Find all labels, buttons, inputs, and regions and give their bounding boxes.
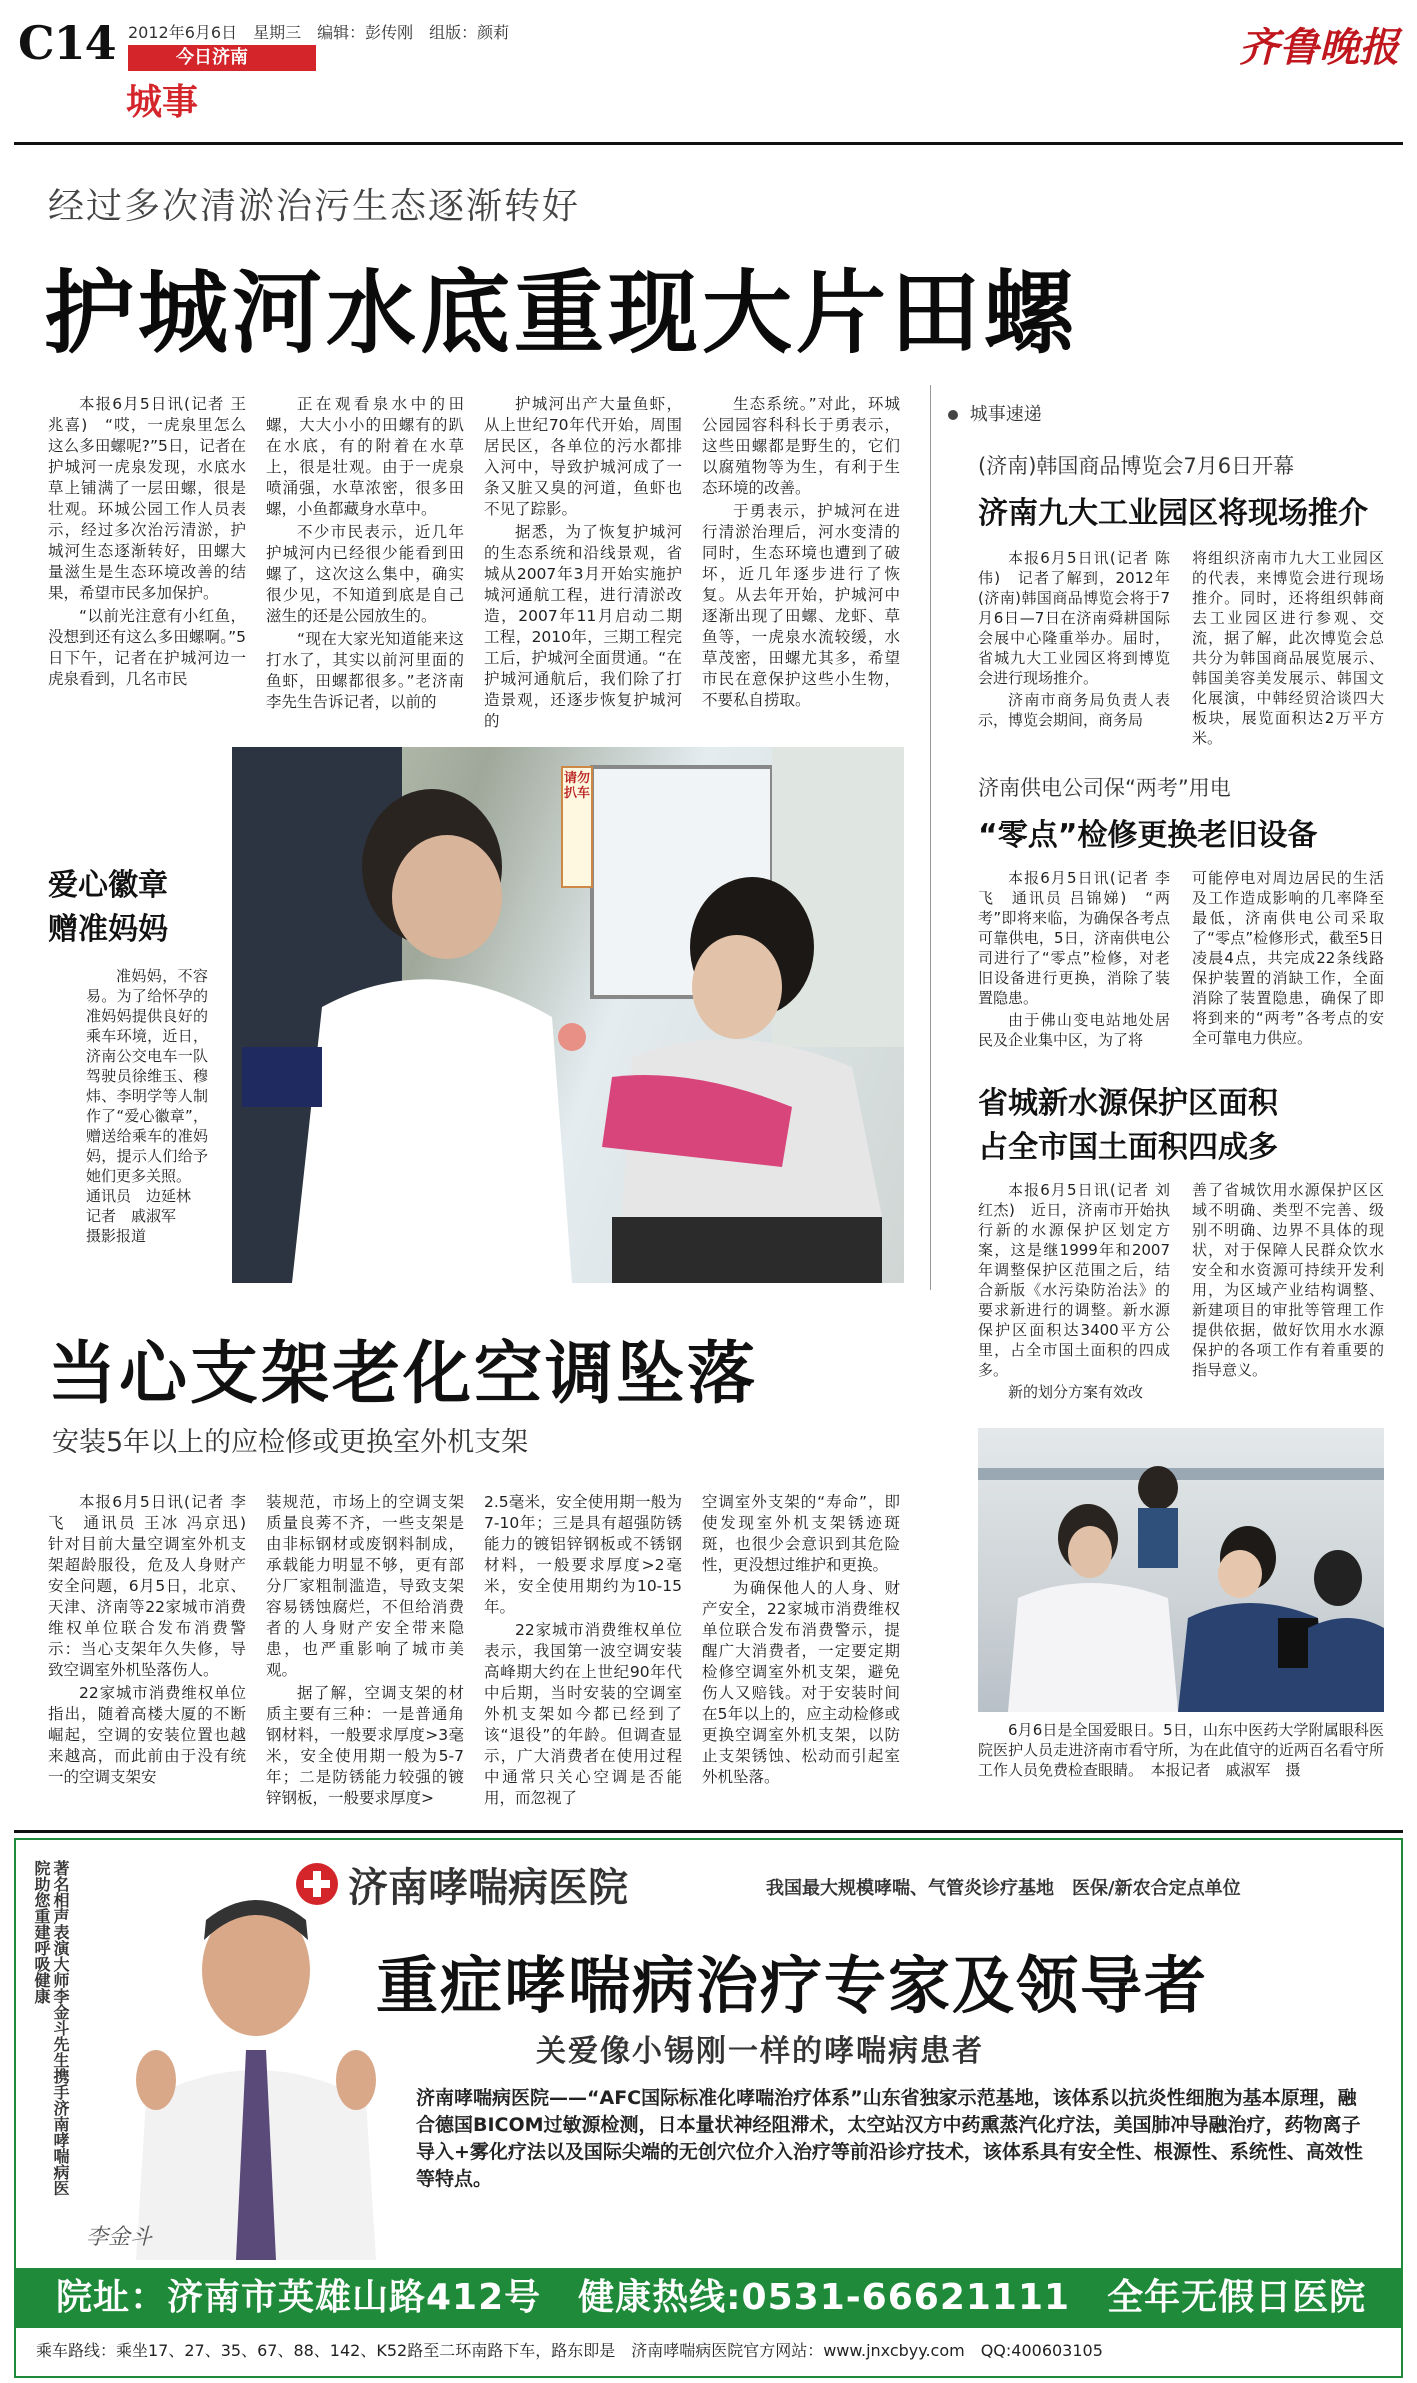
rail-item1-col-b xyxy=(1192,548,1384,748)
ad-signature: 李金斗 xyxy=(86,2225,153,2250)
caption-headline-1: 爱心徽章 xyxy=(48,868,168,903)
ad-subslogan: 关爱像小锡刚一样的哮喘病患者 xyxy=(536,2034,984,2069)
ac-headline: 当心支架老化空调坠落 xyxy=(48,1335,759,1414)
rail-label-row xyxy=(948,400,1042,426)
paragraph: 装规范，市场上的空调支架质量良莠不齐，一些支架是由非标钢材或废钢料制成，承载能力明显不够，更有部分厂家粗制滥造，导致支架容易锈蚀腐烂，不但给消费者的人身财产安全带来隐患，也严重影响了城市美观。 xyxy=(266,1493,464,1679)
paragraph: 可能停电对周边居民的生活及工作造成影响的几率降至最低，济南供电公司采取了“零点”检修形式，截至5日凌晨4点，共完成22条线路保护装置的消缺工作，全面消除了装置隐患，确保了即将到来的“两考”各考点的安全可靠电力供应。 xyxy=(1192,869,1384,1047)
paragraph: 善了省城饮用水源保护区区域不明确、类型不完善、级别不明确、边界不具体的现状，对于保障人民群众饮水安全和水资源可持续开发利用，为区域产业结构调整、新建项目的审批等管理工作提供依据，做好饮用水水源保护的各项工作有着重要的指导意义。 xyxy=(1192,1181,1384,1379)
paragraph: 准妈妈，不容易。为了给怀孕的准妈妈提供良好的乘车环境，近日，济南公交电车一队驾驶员徐维玉、穆炜、李明学等人制作了“爱心徽章”，赠送给乘车的准妈妈，提示人们给予她们更多关照。 xyxy=(86,967,208,1185)
rail-item3-col-b xyxy=(1192,1180,1384,1380)
paragraph: 本报6月5日讯(记者 陈伟) 记者了解到，2012年(济南)韩国商品博览会将于7月6日—7日在济南舜耕国际会展中心隆重举办。届时，省城九大工业园区将到博览会进行现场推介。 xyxy=(978,549,1170,687)
ad-tagline: 我国最大规模哮喘、气管炎诊疗基地 医保/新农合定点单位 xyxy=(766,1878,1241,1899)
paragraph: 本报6月5日讯(记者 王兆喜) “哎，一虎泉里怎么这么多田螺呢?”5日，记者在护城河一虎泉发现，水底水草上铺满了一层田螺，很是壮观。环城公园工作人员表示，经过多次治污清淤，护城河生态逐渐转好，田螺大量滋生是生态环境改善的结果，希望市民多加保护。 xyxy=(48,395,246,602)
rail-item1-headline: 济南九大工业园区将现场推介 xyxy=(978,496,1368,531)
date-line: 2012年6月6日 星期三 编辑：彭传刚 组版：颜莉 xyxy=(128,23,510,42)
rail-label: 城事速递 xyxy=(969,404,1042,425)
paragraph: 本报6月5日讯(记者 李飞 通讯员 吕锦娣) “两考”即将来临，为确保各考点可靠供电，5日，济南供电公司进行了“零点”检修，对老旧设备进行更换，消除了装置隐患。 xyxy=(978,869,1170,1007)
rail-item1-col-a xyxy=(978,548,1170,730)
ad-slogan: 重症哮喘病治疗专家及领导者 xyxy=(376,1949,1209,2022)
bus-photo xyxy=(232,747,904,1283)
paragraph: 空调室外支架的“寿命”，即使发现室外机支架锈迹斑斑，也很少会意识到其危险性，更没想过维护和更换。 xyxy=(702,1493,900,1574)
brand-logo: 齐鲁晚报 xyxy=(1239,24,1399,71)
lead-kicker: 经过多次清淤治污生态逐渐转好 xyxy=(48,186,581,227)
red-cross-icon xyxy=(296,1863,338,1905)
paragraph: 本报6月5日讯(记者 李飞 通讯员 王冰 冯京迅) 针对目前大量空调室外机支架超龄服役，危及人身财产安全问题，6月5日，北京、天津、济南等22家城市消费维权单位联合发布消费警示：当心支架年久失修，导致空调室外机坠落伤人。 xyxy=(48,1493,262,1679)
lead-headline: 护城河水底重现大片田螺 xyxy=(44,261,1078,366)
rail-item3-col-a xyxy=(978,1180,1170,1402)
ad-top-rule xyxy=(14,1830,1403,1833)
paragraph: 新的划分方案有效改 xyxy=(1008,1383,1144,1401)
page-code: C14 xyxy=(18,16,116,70)
credit: 记者 戚淑军 xyxy=(86,1207,177,1225)
paragraph: 济南市商务局负责人表示，博览会期间，商务局 xyxy=(978,691,1170,729)
photo-scene xyxy=(232,747,904,1283)
rail-item3-headline-2: 占全市国土面积四成多 xyxy=(978,1130,1278,1165)
paragraph: 生态系统。”对此，环城公园园容科科长于勇表示，这些田螺都是野生的，它们以腐殖物等为生，有利于生态环境的改善。 xyxy=(702,395,900,497)
paragraph: “现在大家光知道能来这打水了，其实以前河里面的鱼虾，田螺都很多。”老济南李先生告诉记者，以前的 xyxy=(266,630,464,711)
hospital-name: 济南哮喘病医院 xyxy=(348,1864,628,1911)
paragraph: 22家城市消费维权单位表示，我国第一波空调安装高峰期大约在上世纪90年代中后期，当时安装的空调室外机支架如今都已经到了该“退役”的年龄。但调查显示，广大消费者在使用过程中通常只关心空调是否能用，而忽视了 xyxy=(484,1621,682,1807)
ac-subhead: 安装5年以上的应检修或更换室外机支架 xyxy=(52,1427,529,1458)
hospital-logo-row xyxy=(296,1858,628,1910)
ad-side-text: 著名相声表演大师李金斗先生携手济南哮喘病医院助您重建呼吸健康 xyxy=(32,1860,70,2196)
ac-column-4 xyxy=(702,1492,900,1788)
ad-body: 济南哮喘病医院——“AFC国际标准化哮喘治疗体系”山东省独家示范基地，该体系以抗炎性细胞为基本原理，融合德国BICOM过敏源检测，日本量状神经阻滞术，太空站汉方中药熏蒸汽化疗法，美国肺冲导融治疗，药物离子导入+雾化疗法以及国际尖端的无创穴位介入治疗等前沿诊疗技术，该体系具有安全性、根源性、系统性、高效性等特点。 xyxy=(416,2087,1363,2190)
paragraph: 由于佛山变电站地处居民及企业集中区，为了将 xyxy=(978,1011,1170,1049)
section-title: 城事 xyxy=(126,82,199,123)
paragraph: 于勇表示，护城河在进行清淤治理后，河水变清的同时，生态环境也遭到了破坏，近几年逐步进行了恢复。从去年开始，护城河中逐渐出现了田螺、龙虾、草鱼等，一虎泉水流较缓，水草茂密，田螺尤其多，希望市民在意保护这些小生物，不要私自捞取。 xyxy=(702,502,900,709)
advertisement xyxy=(14,1838,1403,2378)
portrait-figure xyxy=(126,1880,386,2260)
bus-door-sign: 请勿扒车 xyxy=(564,771,591,801)
rail-item3-headline-1: 省城新水源保护区面积 xyxy=(978,1086,1278,1121)
paragraph: 本报6月5日讯(记者 刘红杰) 近日，济南市开始执行新的水源保护区划定方案，这是继1999年和2007年调整保护区范围之后，结合新版《水污染防治法》的要求新进行的调整。新水源保护区面积达3400平方公里，占全市国土面积的四成多。 xyxy=(978,1181,1170,1379)
column-divider xyxy=(930,385,931,1290)
paragraph: 2.5毫米，安全使用期一般为7-10年；三是具有超强防锈能力的镀铝锌钢板或不锈钢材料，一般要求厚度>2毫米，安全使用期约为10-15年。 xyxy=(484,1493,682,1616)
lead-column-2 xyxy=(266,394,464,713)
paragraph: 为确保他人的人身、财产安全，22家城市消费维权单位联合发布消费警示，提醒广大消费者，一定要定期检修空调室外机支架，避免伤人又赔钱。对于安装时间在5年以上的，应主动检修或更换空调室外机支架，以防止支架锈蚀、松动而引起室外机坠落。 xyxy=(702,1579,900,1786)
rail-item2-headline: “零点”检修更换老旧设备 xyxy=(978,818,1318,853)
paragraph: “以前光注意有小红鱼，没想到还有这么多田螺啊。”5日下午，记者在护城河边一虎泉看到，几名市民 xyxy=(48,607,246,688)
masthead-rule xyxy=(14,142,1403,145)
paragraph: 不少市民表示，近几年护城河内已经很少能看到田螺了，这次这么集中，确实很少见，不知道到底是自己滋生的还是公园放生的。 xyxy=(266,523,464,625)
ad-route-line: 乘车路线：乘坐17、27、35、67、88、142、K52路至二环南路下车，路东即是 济南哮喘病医院官方网站：www.jnxcbyy.com QQ:400603105 xyxy=(36,2341,1103,2360)
paragraph: 护城河出产大量鱼虾，从上世纪70年代开始，周围居民区，各单位的污水都排入河中，导致护城河成了一条又脏又臭的河道，鱼虾也不见了踪影。 xyxy=(484,395,682,518)
ad-portrait xyxy=(126,1880,386,2260)
rail-item2-kicker: 济南供电公司保“两考”用电 xyxy=(978,776,1231,800)
caption-headline-2: 赠准妈妈 xyxy=(48,912,168,947)
section-tag: 今日济南 xyxy=(128,45,316,71)
dot-icon xyxy=(948,410,958,420)
eye-exam-photo xyxy=(978,1428,1384,1712)
rail-item1-kicker: (济南)韩国商品博览会7月6日开幕 xyxy=(978,454,1295,478)
lead-column-4 xyxy=(702,394,900,711)
lead-column-3 xyxy=(484,394,682,732)
eye-photo-caption xyxy=(978,1720,1384,1780)
ac-column-3 xyxy=(484,1492,682,1809)
paragraph: 将组织济南市九大工业园区的代表，来博览会进行现场推介。同时，还将组织韩商去工业园区进行参观、交流，据了解，此次博览会总共分为韩国商品展览展示、韩国美容美发展示、韩国文化展演，中韩经贸洽谈四大板块，展览面积达2万平方米。 xyxy=(1192,549,1384,747)
credit: 通讯员 边延林 xyxy=(86,1187,192,1205)
paragraph: 据悉，为了恢复护城河的生态系统和沿线景观，省城从2007年3月开始实施护城河通航工程，进行清淤改造，2007年11月启动二期工程，2010年，三期工程完工后，护城河全面贯通。“在护城河通航后，我们除了打造景观，还逐步恢复护城河的 xyxy=(484,523,682,730)
ad-address-bar: 院址：济南市英雄山路412号 健康热线:0531-66621111 全年无假日医院 xyxy=(16,2268,1401,2328)
paragraph: 6月6日是全国爱眼日。5日，山东中医药大学附属眼科医院医护人员走进济南市看守所，为在此值守的近两百名看守所工作人员免费检查眼睛。 本报记者 戚淑军 摄 xyxy=(978,1721,1384,1779)
ac-column-2 xyxy=(266,1492,464,1809)
caption-body xyxy=(86,966,208,1246)
photo-scene xyxy=(978,1428,1384,1712)
credit: 摄影报道 xyxy=(86,1227,147,1245)
paragraph: 正在观看泉水中的田螺，大大小小的田螺有的趴在水底，有的附着在水草上，很是壮观。由于一虎泉喷涌强，水草浓密，很多田螺，小鱼都藏身水草中。 xyxy=(266,395,464,518)
rail-item2-col-b xyxy=(1192,868,1384,1048)
cross-bar xyxy=(304,1880,330,1888)
lead-column-1 xyxy=(48,394,246,690)
rail-item2-col-a xyxy=(978,868,1170,1050)
paragraph: 22家城市消费维权单位指出，随着高楼大厦的不断崛起，空调的安装位置也越来越高，而此前由于没有统一的空调支架安 xyxy=(48,1684,246,1786)
ac-column-1 xyxy=(48,1492,262,1788)
paragraph: 据了解，空调支架的材质主要有三种：一是普通角钢材料，一般要求厚度>3毫米，安全使用期一般为5-7年；二是防锈能力较强的镀锌钢板，一般要求厚度> xyxy=(266,1684,464,1807)
